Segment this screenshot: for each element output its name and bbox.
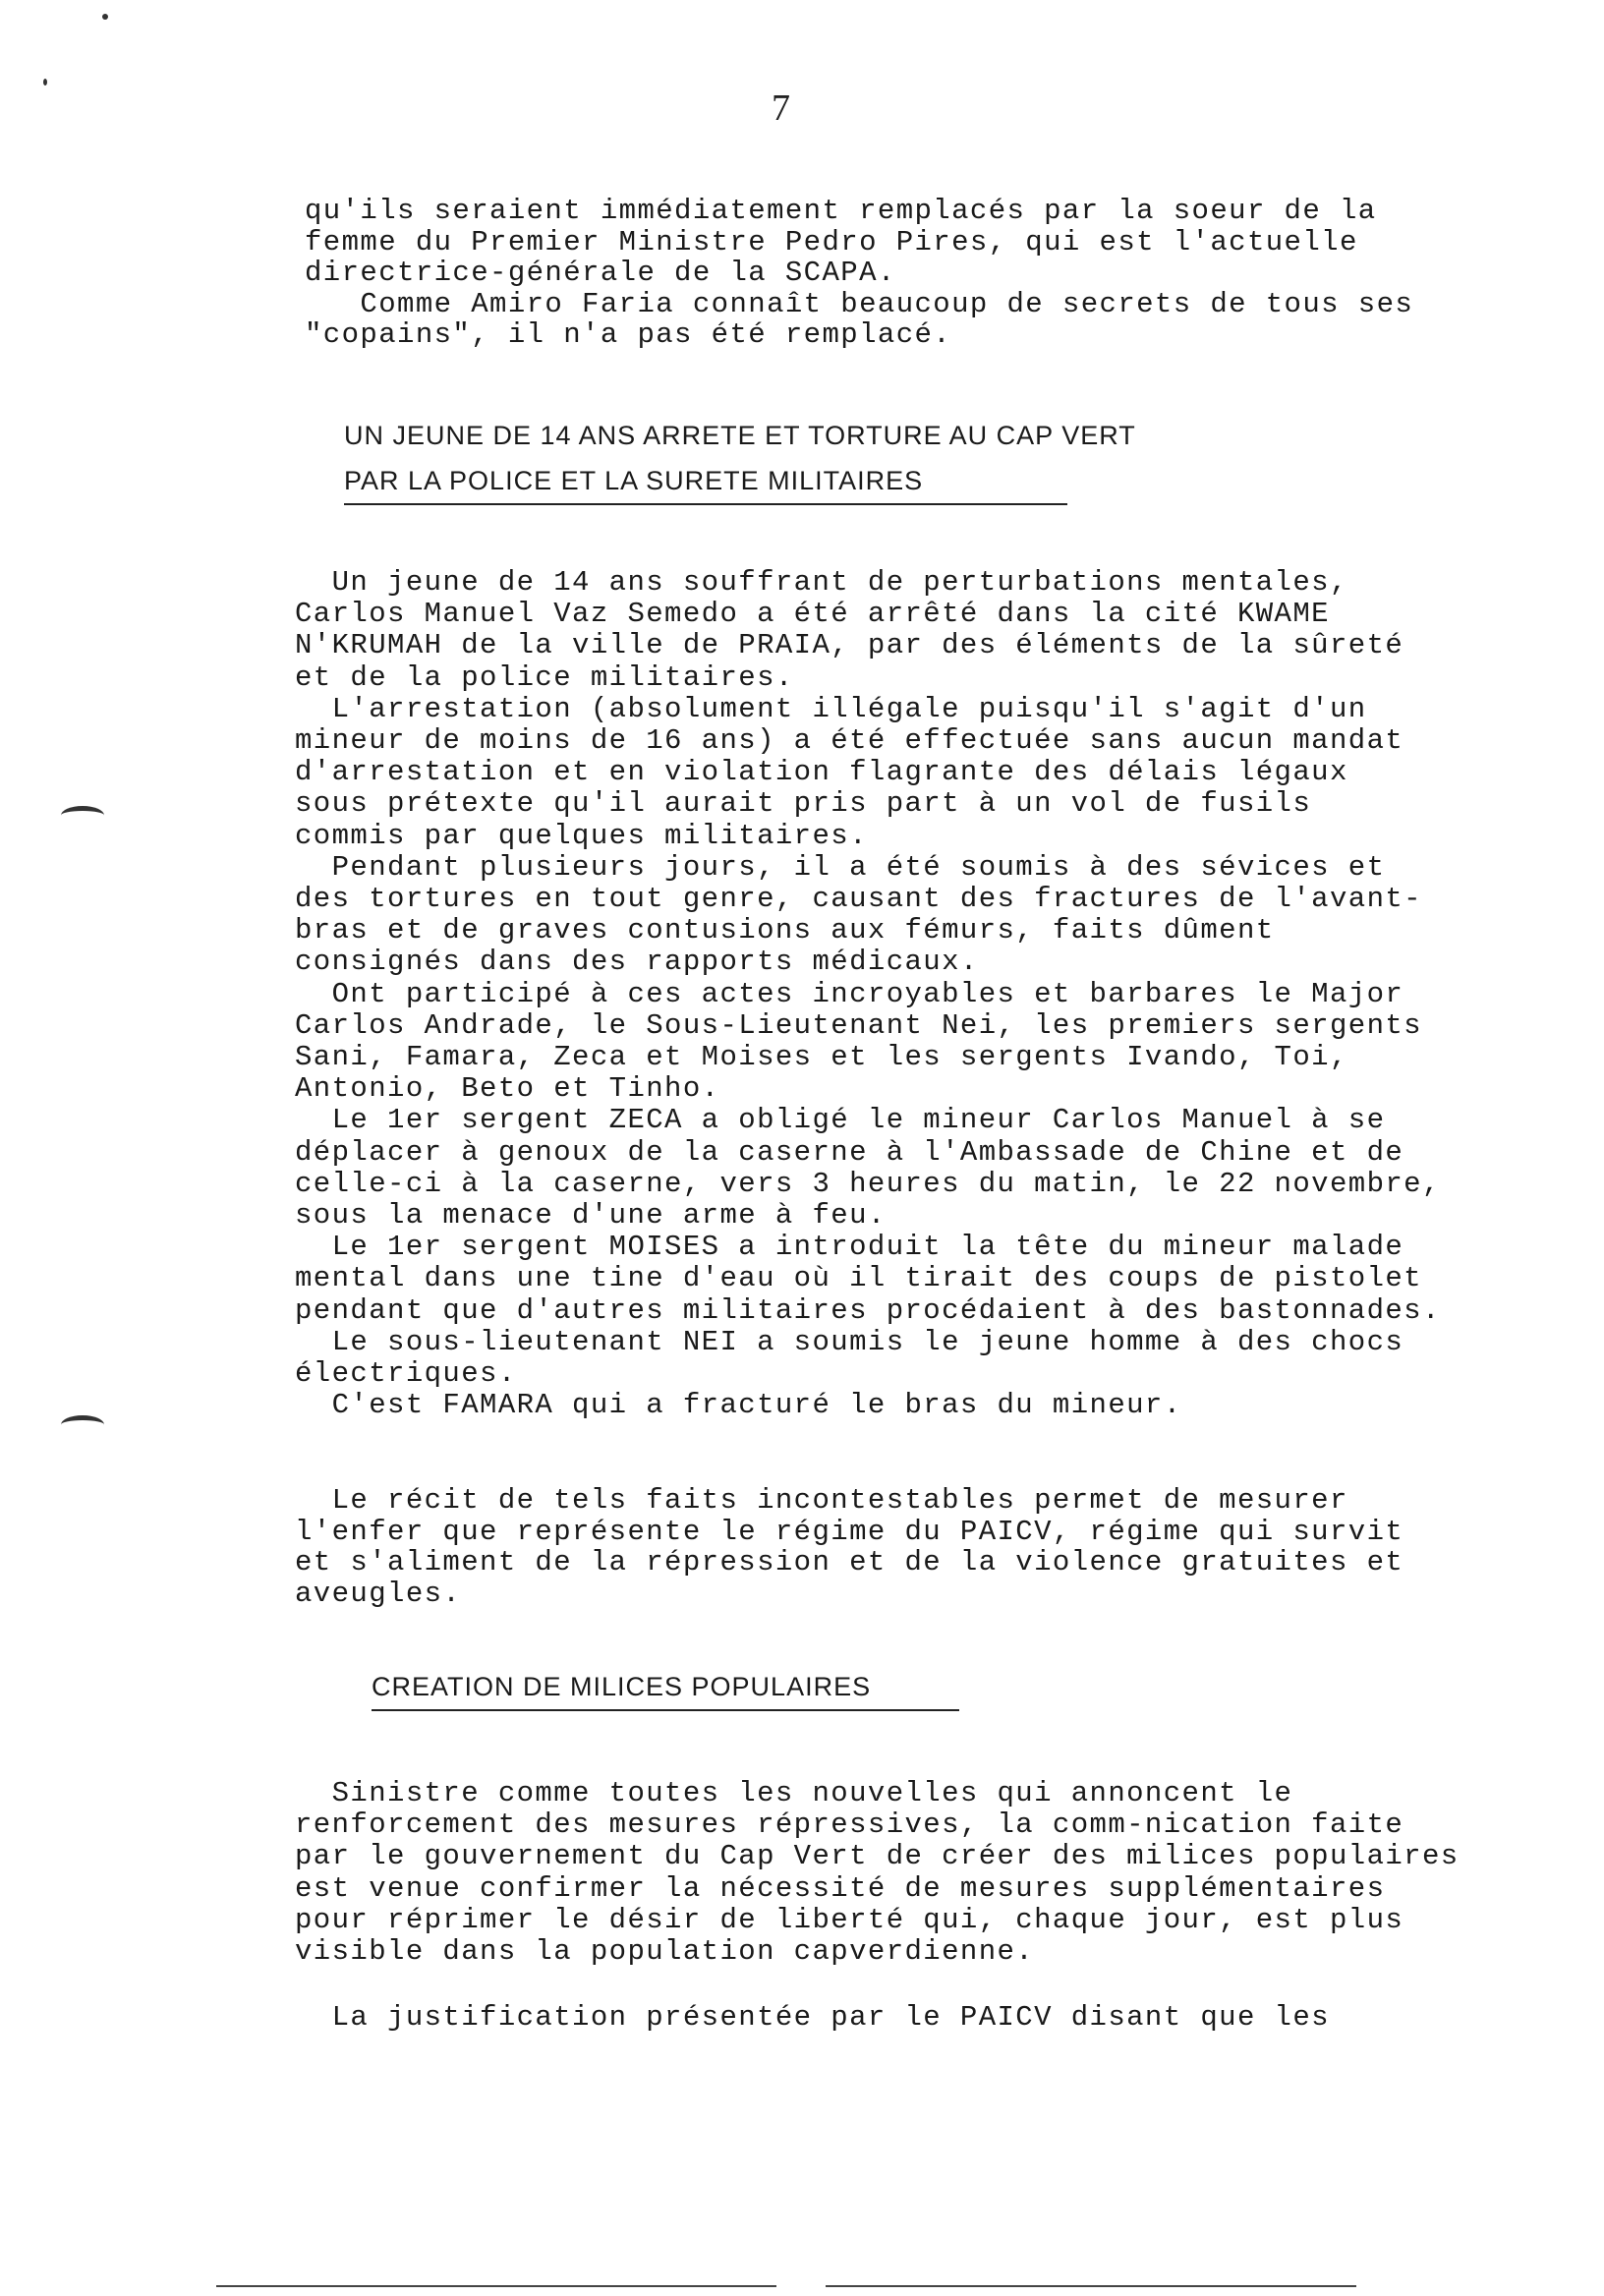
text-line: Antonio, Beto et Tinho.: [295, 1072, 720, 1106]
footer-scan-rule: [216, 2285, 776, 2287]
text-line: consignés dans des rapports médicaux.: [295, 946, 979, 979]
text-line: déplacer à genoux de la caserne à l'Ambassade de Chine et de: [295, 1135, 1404, 1169]
section2-heading: CREATION DE MILICES POPULAIRES: [372, 1672, 872, 1701]
text-line: et s'aliment de la répression et de la violence gratuites et: [295, 1546, 1404, 1578]
text-line: Le récit de tels faits incontestables permet de mesurer: [295, 1484, 1348, 1517]
text-line: qu'ils seraient immédiatement remplacés par la soeur de la: [305, 195, 1377, 227]
text-line: Ont participé à ces actes incroyables et barbares le Major: [295, 977, 1404, 1010]
text-line: d'arrestation et en violation flagrante des délais légaux: [295, 756, 1348, 789]
text-line: est venue confirmer la nécessité de mesures supplémentaires: [295, 1871, 1386, 1905]
text-line: et de la police militaires.: [295, 660, 794, 694]
text-line: Carlos Manuel Vaz Semedo a été arrêté dans la cité KWAME: [295, 598, 1330, 631]
section2-heading-underline: [372, 1709, 959, 1711]
text-line: mental dans une tine d'eau où il tirait des coups de pistolet: [295, 1262, 1422, 1295]
text-line: Le sous-lieutenant NEI a soumis le jeune homme à des chocs: [295, 1325, 1404, 1358]
scan-punch-mark: [61, 1415, 104, 1434]
text-line: renforcement des mesures répressives, la comm-nication faite: [295, 1808, 1404, 1842]
text-line: sous prétexte qu'il aurait pris part à un vol de fusils: [295, 787, 1312, 821]
text-line: Comme Amiro Faria connaît beaucoup de secrets de tous ses: [305, 287, 1414, 320]
section2-last-line: La justification présentée par le PAICV disant que les: [295, 2001, 1330, 2034]
text-line: par le gouvernement du Cap Vert de créer des milices populaires: [295, 1840, 1460, 1873]
text-line: Le 1er sergent MOISES a introduit la tête du mineur malade: [295, 1231, 1404, 1264]
text-line: l'enfer que représente le régime du PAICV, régime qui survit: [295, 1515, 1404, 1548]
text-line: C'est FAMARA qui a fracturé le bras du mineur.: [295, 1389, 1182, 1422]
footer-scan-rule: [826, 2285, 1356, 2287]
scan-speck: [43, 79, 47, 86]
text-line: Le 1er sergent ZECA a obligé le mineur Carlos Manuel à se: [295, 1104, 1386, 1137]
section-heading-line-2: PAR LA POLICE ET LA SURETE MILITAIRES: [344, 466, 924, 495]
text-line: N'KRUMAH de la ville de PRAIA, par des éléments de la sûreté: [295, 629, 1404, 662]
text-line: Sani, Famara, Zeca et Moises et les sergents Ivando, Toi,: [295, 1041, 1348, 1073]
text-line: femme du Premier Ministre Pedro Pires, qui est l'actuelle: [305, 225, 1358, 258]
text-line: des tortures en tout genre, causant des fractures de l'avant-: [295, 883, 1422, 915]
text-line: sous la menace d'une arme à feu.: [295, 1199, 887, 1232]
page-number: 7: [772, 87, 790, 129]
text-line: bras et de graves contusions aux fémurs, faits dûment: [295, 914, 1275, 947]
section-heading-underline: [344, 503, 1067, 505]
text-line: Carlos Andrade, le Sous-Lieutenant Nei, les premiers sergents: [295, 1008, 1422, 1042]
text-line: mineur de moins de 16 ans) a été effectuée sans aucun mandat: [295, 724, 1404, 757]
text-line: Un jeune de 14 ans souffrant de perturbations mentales,: [295, 566, 1348, 599]
scan-speck: [102, 14, 108, 20]
text-line: "copains", il n'a pas été remplacé.: [305, 318, 952, 351]
text-line: directrice-générale de la SCAPA.: [305, 257, 896, 289]
text-line: électriques.: [295, 1357, 517, 1390]
text-line: celle-ci à la caserne, vers 3 heures du matin, le 22 novembre,: [295, 1167, 1441, 1200]
text-line: visible dans la population capverdienne.: [295, 1935, 1035, 1968]
text-line: Sinistre comme toutes les nouvelles qui annoncent le: [295, 1777, 1293, 1809]
text-line: commis par quelques militaires.: [295, 819, 868, 852]
text-line: pour réprimer le désir de liberté qui, chaque jour, est plus: [295, 1903, 1404, 1936]
text-line: L'arrestation (absolument illégale puisqu'il s'agit d'un: [295, 692, 1367, 725]
text-line: Pendant plusieurs jours, il a été soumis à des sévices et: [295, 850, 1386, 884]
section-heading-line-1: UN JEUNE DE 14 ANS ARRETE ET TORTURE AU CAP VERT: [344, 421, 1136, 450]
scan-punch-mark: [61, 806, 104, 825]
text-line: pendant que d'autres militaires procédaient à des bastonnades.: [295, 1293, 1441, 1327]
text-line: aveugles.: [295, 1577, 462, 1610]
